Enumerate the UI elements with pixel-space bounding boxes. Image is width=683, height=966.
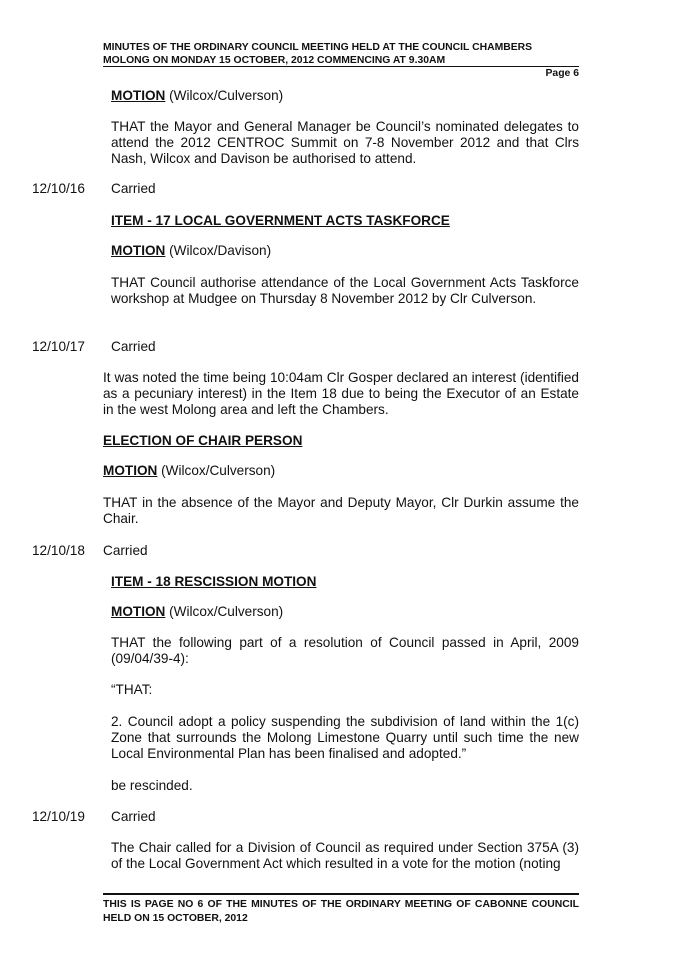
motion-1-heading: MOTION (Wilcox/Culverson) [111,88,284,103]
election-heading: ELECTION OF CHAIR PERSON [103,433,303,448]
page-number: Page 6 [545,68,579,79]
motion-4-heading: MOTION (Wilcox/Culverson) [111,604,284,619]
motion-4-text: THAT the following part of a resolution of Council passed in April, 2009 (09/04/39-4): [111,635,579,667]
motion-1-text: THAT the Mayor and General Manager be Council’s nominated delegates to attend the 2012 CENTROC Summit on 7-8 November 2012 and that Clrs Nash, Wilcox and Davison be authorised to attend. [111,119,579,167]
motion-3-text: THAT in the absence of the Mayor and Deputy Mayor, Clr Durkin assume the Chair. [103,495,579,527]
resolution-number-1: 12/10/16 [32,181,85,196]
motion-2-heading: MOTION (Wilcox/Davison) [111,243,272,258]
resolution-number-4: 12/10/19 [32,809,85,824]
resolution-outcome-2: Carried [111,339,156,354]
resolution-number-3: 12/10/18 [32,543,85,558]
header-line-2: MOLONG ON MONDAY 15 OCTOBER, 2012 COMMENCING AT 9.30AM [103,55,446,66]
footer-rule [103,893,579,895]
interest-declaration-note: It was noted the time being 10:04am Clr Gosper declared an interest (identified as a pecuniary interest) in the Item 18 due to being the Executor of an Estate in the west Molong area and left the Chambers. [103,370,579,418]
item-18-heading: ITEM - 18 RESCISSION MOTION [111,574,317,589]
resolution-outcome-3: Carried [103,543,148,558]
motion-3-heading: MOTION (Wilcox/Culverson) [103,463,276,478]
footer-text: THIS IS PAGE NO 6 OF THE MINUTES OF THE ORDINARY MEETING OF CABONNE COUNCIL HELD ON 15 OCTOBER, 2012 [103,899,579,924]
resolution-number-2: 12/10/17 [32,339,85,354]
item-17-heading: ITEM - 17 LOCAL GOVERNMENT ACTS TASKFORCE [111,213,450,228]
header-line-1: MINUTES OF THE ORDINARY COUNCIL MEETING HELD AT THE COUNCIL CHAMBERS [103,42,533,53]
resolution-outcome-1: Carried [111,181,156,196]
division-text: The Chair called for a Division of Council as required under Section 375A (3) of the Local Government Act which resulted in a vote for the motion (noting [111,840,579,872]
rescinded-text: be rescinded. [111,778,193,793]
quote-opening: “THAT: [111,682,153,697]
quoted-resolution: 2. Council adopt a policy suspending the subdivision of land within the 1(c) Zone that surrounds the Molong Limestone Quarry until such time the new Local Environmental Plan has been finalised and adopted.” [111,714,579,762]
resolution-outcome-4: Carried [111,809,156,824]
header-rule [103,66,579,67]
motion-2-text: THAT Council authorise attendance of the Local Government Acts Taskforce workshop at Mudgee on Thursday 8 November 2012 by Clr Culverson. [111,275,579,307]
